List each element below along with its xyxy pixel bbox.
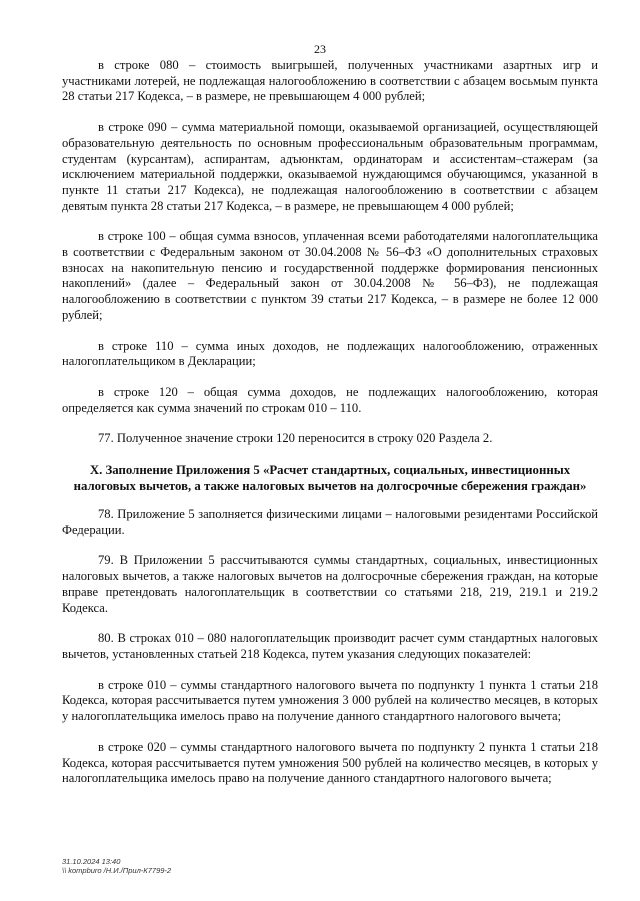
paragraph-line-010: в строке 010 – суммы стандартного налогового вычета по подпункту 1 пункта 1 статьи 218 Кодекса, которая рассчитывается путем умножения 3 000 рублей на количество месяцев, в которых у налогоплательщика имелось право на получение данного стандартного налогового вычета; bbox=[62, 677, 598, 724]
page-number: 23 bbox=[314, 42, 326, 56]
footer-file-path: \\ kompburo /Н.И./Прил-К7799-2 bbox=[62, 866, 172, 875]
footer-timestamp: 31.10.2024 13:40 bbox=[62, 857, 121, 866]
paragraph-80: 80. В строках 010 – 080 налогоплательщик производит расчет сумм стандартных налоговых вычетов, установленных статьей 218 Кодекса, путем указания следующих показателей: bbox=[62, 631, 598, 661]
paragraph-line-110: в строке 110 – сумма иных доходов, не подлежащих налогообложению, отраженных налогоплательщиком в Декларации; bbox=[62, 338, 598, 369]
paragraph-line-080: в строке 080 – стоимость выигрышей, полученных участниками азартных игр и участниками лотерей, не подлежащая налогообложению в соответствии с абзацем восьмым пункта 28 статьи 217 Кодекса, – в размере, не превышающем 4 000 рублей; bbox=[62, 58, 598, 104]
paragraph-78: 78. Приложение 5 заполняется физическими лицами – налоговыми резидентами Российской Федерации. bbox=[62, 507, 598, 537]
paragraph-line-020: в строке 020 – суммы стандартного налогового вычета по подпункту 2 пункта 1 статьи 218 Кодекса, которая рассчитывается путем умножения 500 рублей на количество месяцев, в которых у налогоплательщика имелось право на получение данного стандартного налогового вычета; bbox=[62, 739, 598, 786]
document-body bbox=[62, 58, 598, 802]
footer-stamp bbox=[62, 857, 171, 875]
paragraph-line-120: в строке 120 – общая сумма доходов, не подлежащих налогообложению, которая определяется как сумма значений по строкам 010 – 110. bbox=[62, 384, 598, 415]
paragraph-line-090: в строке 090 – сумма материальной помощи, оказываемой организацией, осуществляющей образовательную деятельность по основным профессиональным образовательным программам, студентам (курсантам), аспирантам, адъюнктам, ординаторам и ассистентам–стажерам (за исключением материальной поддержки, оказываемой нуждающимся обучающимся, указанной в пункте 11 статьи 217 Кодекса), не подлежащая налогообложению в соответствии с абзацем девятым пункта 28 статьи 217 Кодекса, – в размере, не превышающем 4 000 рублей; bbox=[62, 120, 598, 213]
paragraph-line-100: в строке 100 – общая сумма взносов, уплаченная всеми работодателями налогоплательщика в соответствии с Федеральным законом от 30.04.2008 № 56–ФЗ «О дополнительных страховых взносах на накопительную пенсию и государственной поддержке формирования пенсионных накоплений» (далее – Федеральный закон от 30.04.2008 № 56–ФЗ), не подлежащая налогообложению в соответствии с пунктом 39 статьи 217 Кодекса, – в размере не более 12 000 рублей; bbox=[62, 229, 598, 322]
section-heading: X. Заполнение Приложения 5 «Расчет стандартных, социальных, инвестиционных налоговых вычетов, а также налоговых вычетов на долгосрочные сбережения граждан» bbox=[73, 463, 587, 494]
paragraph-77: 77. Полученное значение строки 120 переносится в строку 020 Раздела 2. bbox=[98, 431, 493, 446]
paragraph-79: 79. В Приложении 5 рассчитываются суммы стандартных, социальных, инвестиционных налоговых вычетов, а также налоговых вычетов на долгосрочные сбережения граждан, на которые вправе претендовать налогоплательщик в соответствии со статьями 218, 219, 219.1 и 219.2 Кодекса. bbox=[62, 553, 598, 615]
